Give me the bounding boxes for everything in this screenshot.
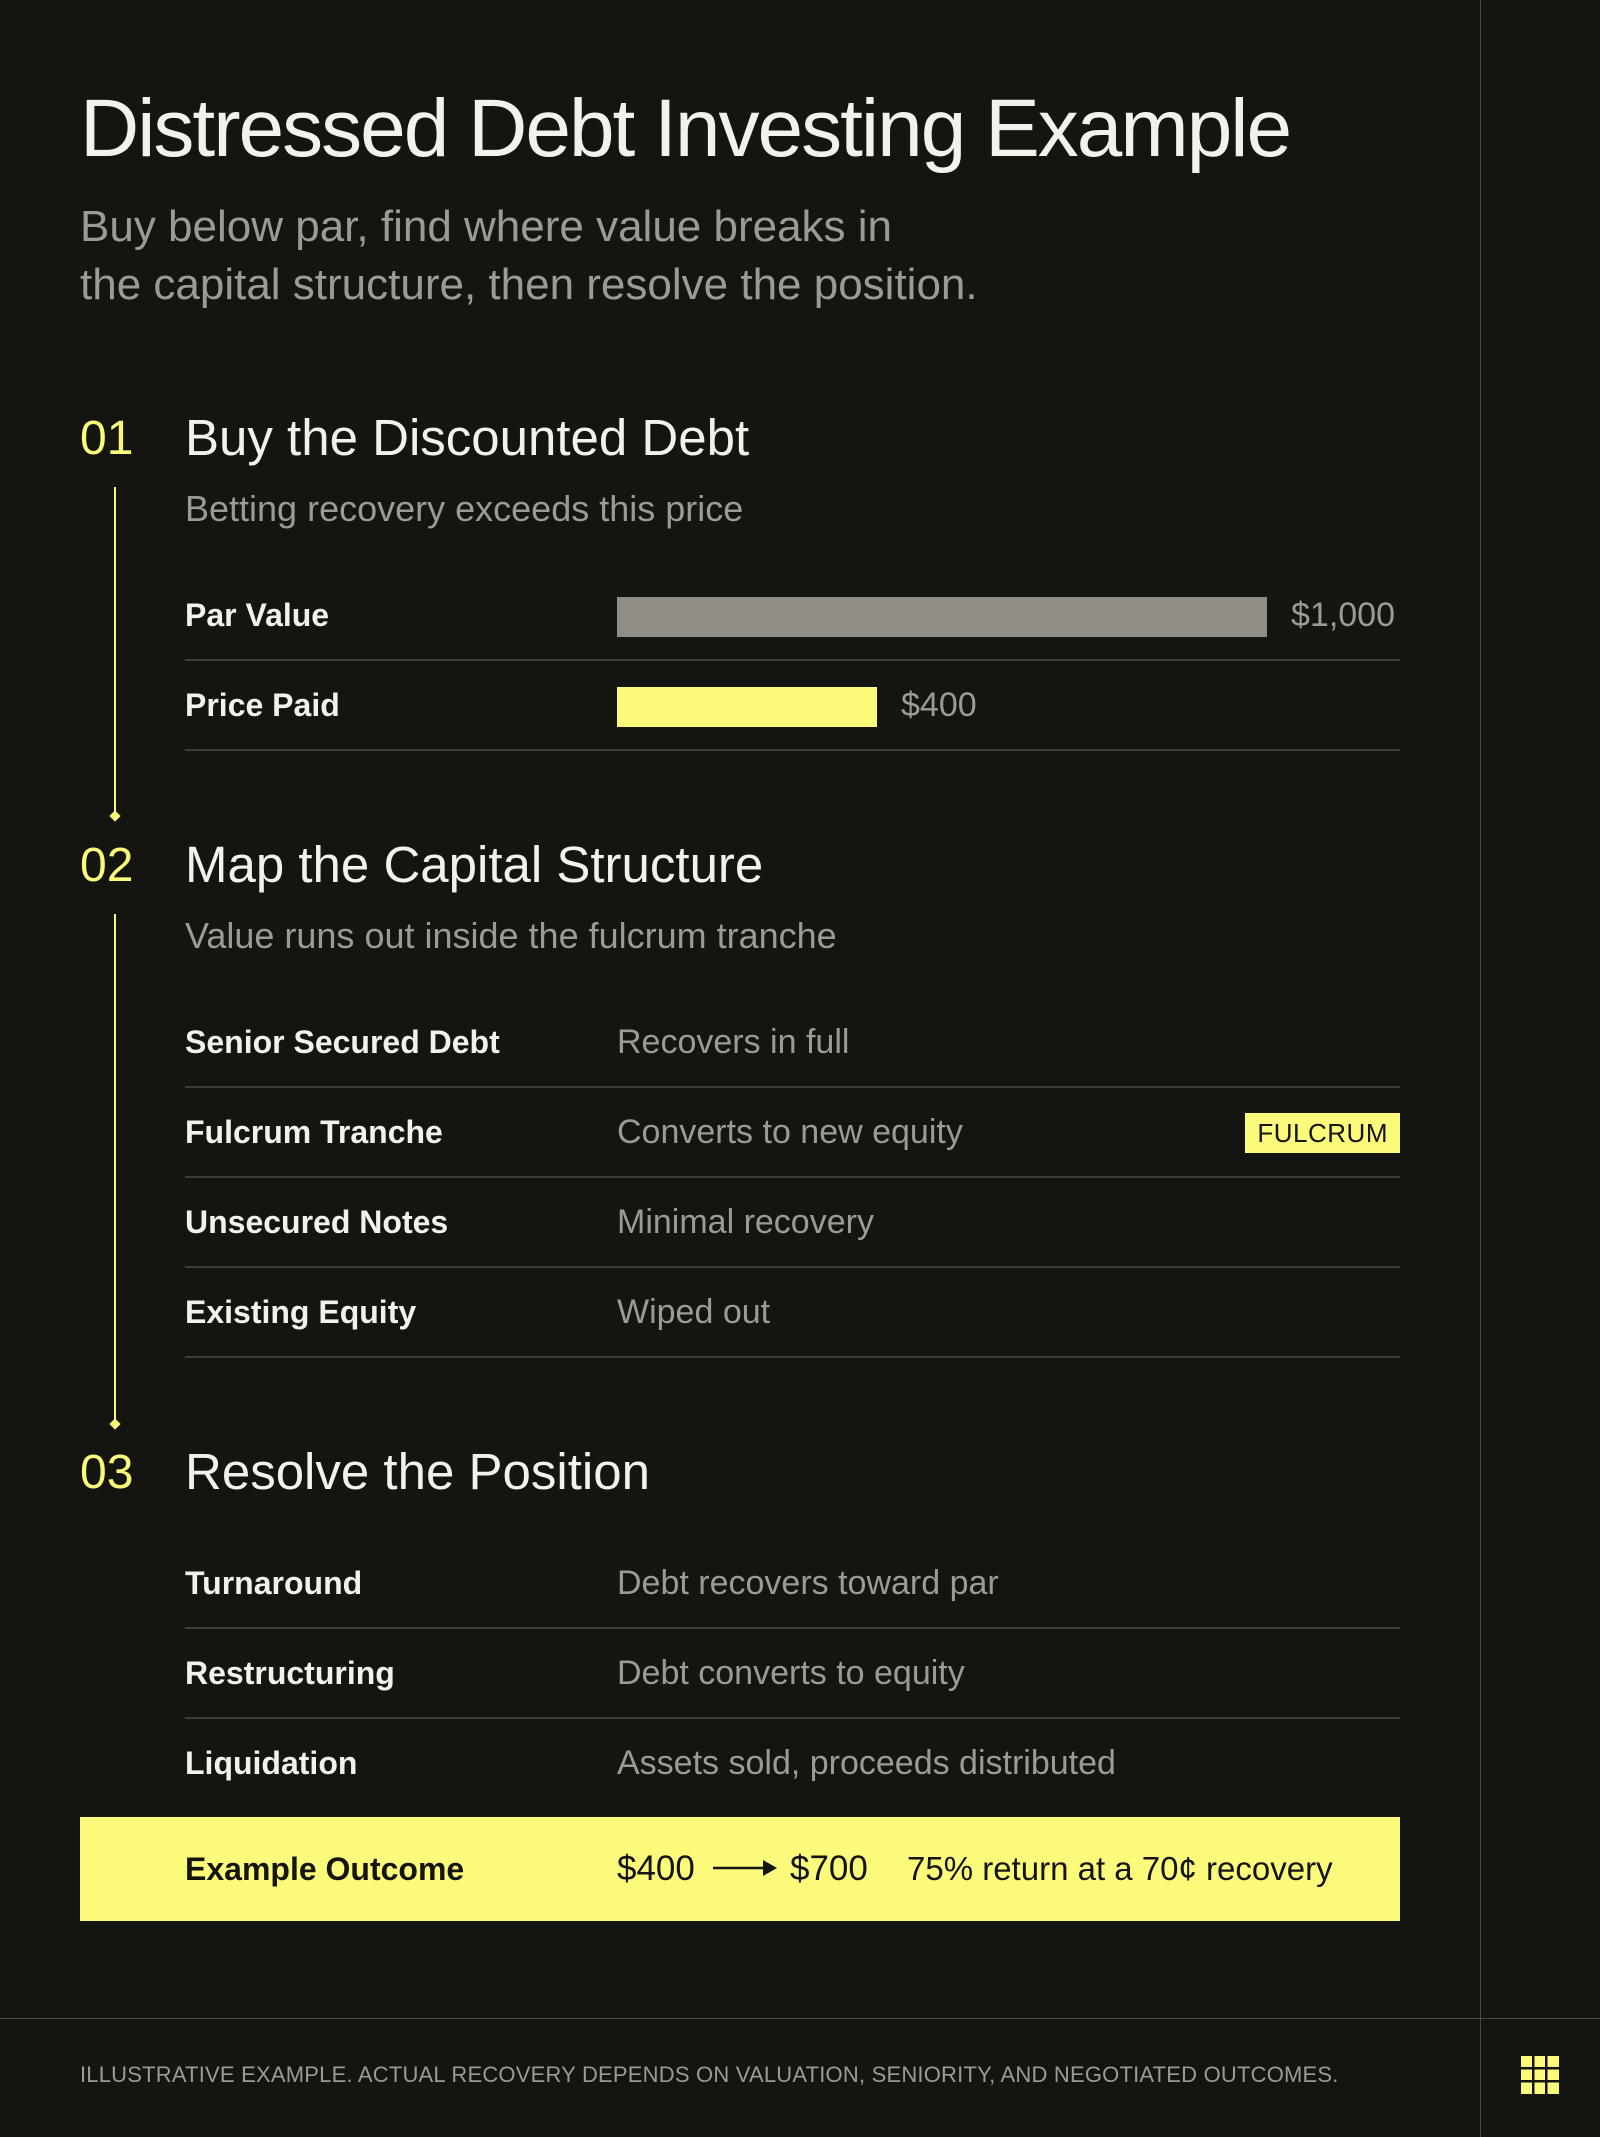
outcome-to: $700 [790, 1849, 868, 1888]
step-title: Resolve the Position [185, 1443, 650, 1500]
table-row [185, 571, 1400, 661]
resolution-table [185, 1539, 1400, 1807]
row-value: Assets sold, proceeds distributed [617, 1744, 1116, 1782]
step-number: 01 [80, 412, 134, 465]
step-number: 02 [80, 839, 134, 892]
row-value: Debt recovers toward par [617, 1564, 999, 1602]
outcome-from: $400 [617, 1849, 695, 1888]
step-title: Map the Capital Structure [185, 836, 764, 893]
connector-dot [109, 1418, 120, 1429]
vertical-divider [1480, 0, 1481, 2137]
step-subtitle: Value runs out inside the fulcrum tranche [185, 915, 837, 956]
row-label: Liquidation [185, 1745, 358, 1781]
example-outcome-banner [80, 1817, 1400, 1921]
row-label: Restructuring [185, 1655, 395, 1691]
page-subtitle [80, 198, 1180, 314]
table-row [185, 1088, 1400, 1178]
table-row [185, 1629, 1400, 1719]
capital-structure-table [185, 998, 1400, 1358]
row-value: Debt converts to equity [617, 1654, 965, 1692]
row-value: Recovers in full [617, 1023, 850, 1061]
row-label: Existing Equity [185, 1294, 417, 1330]
outcome-label: Example Outcome [185, 1851, 465, 1887]
outcome-note: 75% return at a 70¢ recovery [907, 1850, 1333, 1887]
row-value: Wiped out [617, 1293, 771, 1331]
table-row [185, 1719, 1400, 1807]
price-table [185, 571, 1400, 751]
table-row [185, 661, 1400, 751]
table-row [185, 1268, 1400, 1358]
subtitle-line: Buy below par, find where value breaks in [80, 202, 893, 251]
par-value-bar [617, 597, 1267, 637]
footer-disclaimer: ILLUSTRATIVE EXAMPLE. ACTUAL RECOVERY DEPENDS ON VALUATION, SENIORITY, AND NEGOTIATED OUTCOMES. [80, 2062, 1339, 2087]
connector-dot [109, 810, 120, 821]
price-paid-amount: $400 [901, 686, 977, 724]
step-subtitle: Betting recovery exceeds this price [185, 488, 744, 529]
fulcrum-badge: FULCRUM [1245, 1113, 1400, 1153]
table-row [185, 1178, 1400, 1268]
grid-logo-icon [1521, 2056, 1559, 2094]
row-value: Converts to new equity [617, 1113, 963, 1151]
footer-divider [0, 2018, 1600, 2019]
row-label: Unsecured Notes [185, 1204, 449, 1240]
page-title: Distressed Debt Investing Example [80, 83, 1291, 174]
par-value-amount: $1,000 [1291, 596, 1395, 634]
row-label: Fulcrum Tranche [185, 1114, 443, 1150]
table-row [185, 998, 1400, 1088]
row-label: Turnaround [185, 1565, 363, 1601]
step-number: 03 [80, 1446, 134, 1499]
step-connector [114, 914, 116, 1422]
row-label: Price Paid [185, 687, 340, 723]
step-title: Buy the Discounted Debt [185, 409, 750, 466]
step-connector [114, 487, 116, 813]
row-value: Minimal recovery [617, 1203, 874, 1241]
price-paid-bar [617, 687, 877, 727]
subtitle-line: the capital structure, then resolve the position. [80, 260, 978, 309]
row-label: Senior Secured Debt [185, 1024, 500, 1060]
table-row [185, 1539, 1400, 1629]
row-label: Par Value [185, 597, 330, 633]
arrow-right-icon [713, 1857, 777, 1879]
